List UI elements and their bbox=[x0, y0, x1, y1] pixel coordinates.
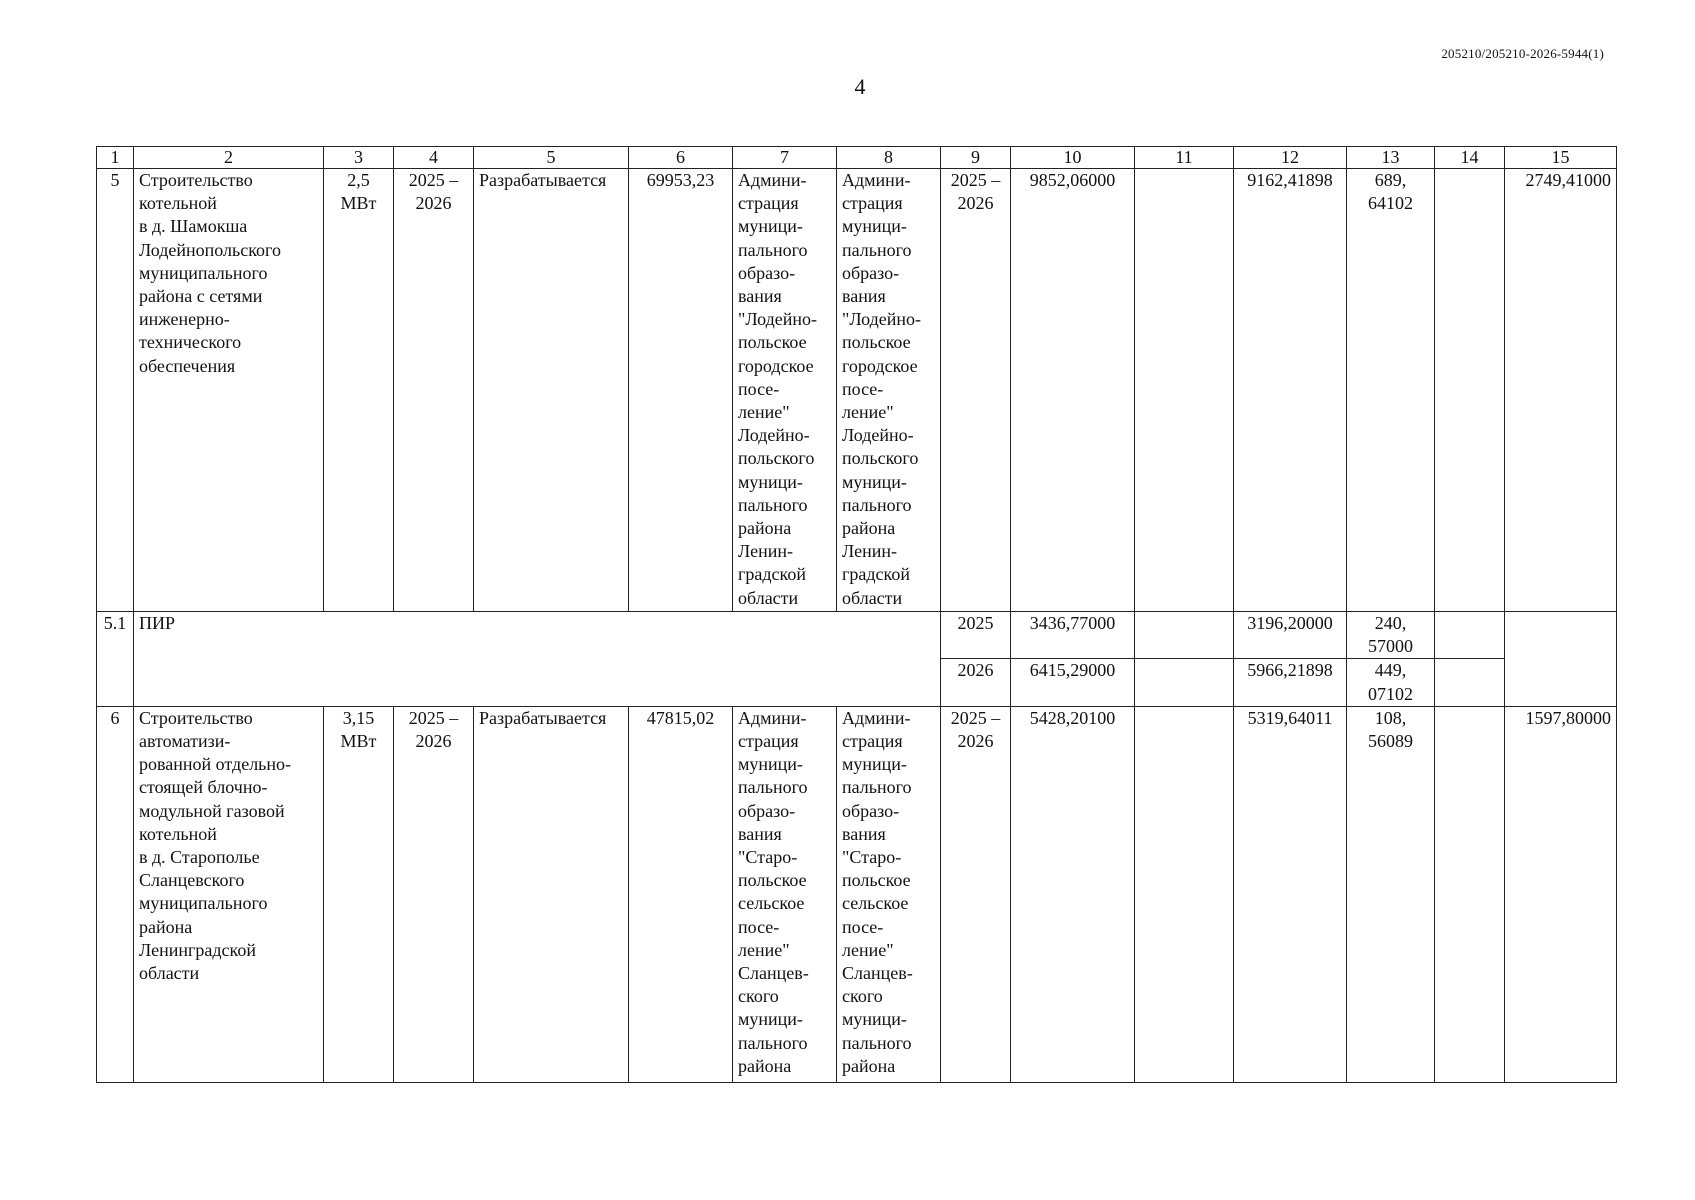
column-number-row bbox=[97, 147, 1617, 169]
table-row-5-1-2025 bbox=[97, 612, 1617, 659]
design-status: Разрабатывается bbox=[474, 169, 629, 612]
column-15-value: 2749,41000 bbox=[1505, 169, 1617, 612]
design-works-label: ПИР bbox=[134, 612, 941, 707]
text-line: котельной bbox=[139, 193, 217, 214]
text-line: пального bbox=[842, 239, 912, 260]
text-line: Лодейно- bbox=[842, 425, 914, 446]
text-line: 2,5 bbox=[347, 170, 370, 190]
text-line: посе- bbox=[738, 378, 780, 399]
text-line: польского bbox=[738, 448, 815, 469]
text-line: градской bbox=[738, 564, 806, 585]
design-status: Разрабатывается bbox=[474, 706, 629, 1082]
text-line: 2025 – bbox=[408, 707, 459, 728]
column-number: 1 bbox=[97, 147, 134, 169]
column-number: 2 bbox=[134, 147, 324, 169]
text-line: Сланцев- bbox=[738, 963, 809, 984]
text-line: района bbox=[738, 518, 792, 539]
column-11-value bbox=[1135, 169, 1234, 612]
text-line: 449, bbox=[1374, 660, 1407, 681]
text-line: района с сетями bbox=[139, 286, 263, 307]
column-number: 8 bbox=[837, 147, 941, 169]
capacity bbox=[324, 706, 394, 1082]
text-line: Ленин- bbox=[842, 541, 897, 562]
text-line: 64102 bbox=[1368, 193, 1413, 214]
text-line: Строительство bbox=[139, 170, 253, 190]
text-line: 2026 bbox=[957, 193, 994, 214]
text-line: пального bbox=[738, 777, 808, 798]
text-line: Ленинградской bbox=[139, 939, 256, 960]
local-funding bbox=[1347, 169, 1435, 612]
text-line: городское bbox=[842, 355, 918, 376]
column-number: 12 bbox=[1234, 147, 1347, 169]
text-line: 240, bbox=[1374, 613, 1407, 633]
text-line: района bbox=[139, 916, 193, 937]
text-line: польского bbox=[842, 448, 919, 469]
text-line: 689, bbox=[1374, 170, 1407, 190]
developer bbox=[837, 706, 941, 1082]
column-15-value: 1597,80000 bbox=[1505, 706, 1617, 1082]
text-line: Сланцев- bbox=[842, 963, 913, 984]
text-line: района bbox=[738, 1055, 792, 1076]
text-line: стоящей блочно- bbox=[139, 777, 268, 798]
text-line: ского bbox=[738, 986, 779, 1007]
table-row-5 bbox=[97, 169, 1617, 612]
text-line: "Лодейно- bbox=[842, 309, 921, 330]
column-14-value bbox=[1435, 659, 1505, 706]
text-line: вания bbox=[842, 823, 886, 844]
text-line: в д. Старополье bbox=[139, 847, 260, 868]
regional-funding: 9162,41898 bbox=[1234, 169, 1347, 612]
text-line: ление" bbox=[738, 402, 790, 423]
text-line: 07102 bbox=[1368, 683, 1413, 704]
text-line: ление" bbox=[738, 939, 790, 960]
total-funding: 5428,20100 bbox=[1011, 706, 1135, 1082]
text-line: муници- bbox=[738, 216, 803, 237]
text-line: польское bbox=[738, 870, 807, 891]
text-line: автоматизи- bbox=[139, 731, 231, 752]
text-line: градской bbox=[842, 564, 910, 585]
project-table bbox=[96, 146, 1617, 1083]
column-11-value bbox=[1135, 612, 1234, 659]
column-number: 7 bbox=[733, 147, 837, 169]
developer bbox=[837, 169, 941, 612]
column-number: 4 bbox=[394, 147, 474, 169]
text-line: Лодейнопольского bbox=[139, 239, 281, 260]
row-number: 5.1 bbox=[97, 612, 134, 707]
text-line: пального bbox=[842, 1032, 912, 1053]
text-line: страция bbox=[738, 731, 799, 752]
column-number: 10 bbox=[1011, 147, 1135, 169]
local-funding bbox=[1347, 706, 1435, 1082]
text-line: Админи- bbox=[842, 170, 911, 190]
text-line: Строительство bbox=[139, 707, 253, 728]
text-line: инженерно- bbox=[139, 309, 230, 330]
total-funding: 6415,29000 bbox=[1011, 659, 1135, 706]
text-line: пального bbox=[842, 777, 912, 798]
total-funding: 3436,77000 bbox=[1011, 612, 1135, 659]
text-line: образо- bbox=[842, 800, 900, 821]
text-line: МВт bbox=[340, 193, 377, 214]
text-line: польское bbox=[842, 870, 911, 891]
text-line: области bbox=[842, 587, 903, 608]
text-line: 2026 bbox=[415, 731, 452, 752]
text-line: сельское bbox=[842, 893, 909, 914]
text-line: 2025 – bbox=[950, 170, 1001, 190]
funding-year: 2026 bbox=[941, 659, 1011, 706]
text-line: 108, bbox=[1374, 707, 1407, 728]
total-funding: 9852,06000 bbox=[1011, 169, 1135, 612]
text-line: образо- bbox=[842, 262, 900, 283]
text-line: 2026 bbox=[415, 193, 452, 214]
column-number: 15 bbox=[1505, 147, 1617, 169]
text-line: муници- bbox=[738, 754, 803, 775]
text-line: польское bbox=[842, 332, 911, 353]
funding-years bbox=[941, 169, 1011, 612]
text-line: рованной отдельно- bbox=[139, 754, 292, 775]
text-line: посе- bbox=[738, 916, 780, 937]
text-line: пального bbox=[738, 239, 808, 260]
text-line: котельной bbox=[139, 823, 217, 844]
text-line: модульной газовой bbox=[139, 800, 285, 821]
text-line: Админи- bbox=[842, 707, 911, 728]
text-line: муници- bbox=[842, 754, 907, 775]
text-line: сельское bbox=[738, 893, 805, 914]
customer bbox=[733, 706, 837, 1082]
text-line: страция bbox=[842, 731, 903, 752]
text-line: ление" bbox=[842, 939, 894, 960]
funding-years bbox=[941, 706, 1011, 1082]
local-funding bbox=[1347, 612, 1435, 659]
object-name bbox=[134, 169, 324, 612]
text-line: вания bbox=[738, 823, 782, 844]
object-name bbox=[134, 706, 324, 1082]
text-line: области bbox=[738, 587, 799, 608]
text-line: 2026 bbox=[957, 731, 994, 752]
estimated-cost: 69953,23 bbox=[629, 169, 733, 612]
text-line: МВт bbox=[340, 731, 377, 752]
text-line: 2025 – bbox=[950, 707, 1001, 728]
row-number: 5 bbox=[97, 169, 134, 612]
text-line: "Старо- bbox=[842, 847, 902, 868]
text-line: Админи- bbox=[738, 170, 807, 190]
text-line: пального bbox=[738, 494, 808, 515]
text-line: Лодейно- bbox=[738, 425, 810, 446]
text-line: 2025 – bbox=[408, 170, 459, 190]
regional-funding: 3196,20000 bbox=[1234, 612, 1347, 659]
text-line: муници- bbox=[842, 471, 907, 492]
local-funding bbox=[1347, 659, 1435, 706]
text-line: муници- bbox=[738, 1009, 803, 1030]
text-line: области bbox=[139, 963, 200, 984]
text-line: посе- bbox=[842, 916, 884, 937]
text-line: ского bbox=[842, 986, 883, 1007]
text-line: в д. Шамокша bbox=[139, 216, 248, 237]
text-line: страция bbox=[738, 193, 799, 214]
text-line: страция bbox=[842, 193, 903, 214]
column-number: 14 bbox=[1435, 147, 1505, 169]
column-number: 6 bbox=[629, 147, 733, 169]
construction-period bbox=[394, 706, 474, 1082]
text-line: посе- bbox=[842, 378, 884, 399]
text-line: "Лодейно- bbox=[738, 309, 817, 330]
text-line: муниципального bbox=[139, 893, 268, 914]
text-line: "Старо- bbox=[738, 847, 798, 868]
text-line: муници- bbox=[842, 216, 907, 237]
text-line: пального bbox=[842, 494, 912, 515]
text-line: района bbox=[842, 1055, 896, 1076]
column-11-value bbox=[1135, 659, 1234, 706]
regional-funding: 5319,64011 bbox=[1234, 706, 1347, 1082]
text-line: 57000 bbox=[1368, 636, 1413, 657]
text-line: польское bbox=[738, 332, 807, 353]
text-line: района bbox=[842, 518, 896, 539]
customer bbox=[733, 169, 837, 612]
text-line: Ленин- bbox=[738, 541, 793, 562]
document-id: 205210/205210-2026-5944(1) bbox=[1441, 46, 1604, 61]
text-line: городское bbox=[738, 355, 814, 376]
text-line: обеспечения bbox=[139, 355, 236, 376]
page-number: 4 bbox=[854, 74, 866, 99]
text-line: технического bbox=[139, 332, 242, 353]
text-line: ление" bbox=[842, 402, 894, 423]
text-line: образо- bbox=[738, 262, 796, 283]
text-line: образо- bbox=[738, 800, 796, 821]
construction-period bbox=[394, 169, 474, 612]
text-line: 3,15 bbox=[342, 707, 375, 728]
text-line: муниципального bbox=[139, 262, 268, 283]
column-11-value bbox=[1135, 706, 1234, 1082]
text-line: Админи- bbox=[738, 707, 807, 728]
column-number: 11 bbox=[1135, 147, 1234, 169]
estimated-cost: 47815,02 bbox=[629, 706, 733, 1082]
column-number: 5 bbox=[474, 147, 629, 169]
column-15-value bbox=[1505, 612, 1617, 707]
text-line: муници- bbox=[738, 471, 803, 492]
table-row-6 bbox=[97, 706, 1617, 1082]
column-number: 3 bbox=[324, 147, 394, 169]
text-line: муници- bbox=[842, 1009, 907, 1030]
column-number: 13 bbox=[1347, 147, 1435, 169]
regional-funding: 5966,21898 bbox=[1234, 659, 1347, 706]
column-14-value bbox=[1435, 612, 1505, 659]
capacity bbox=[324, 169, 394, 612]
column-14-value bbox=[1435, 169, 1505, 612]
row-number: 6 bbox=[97, 706, 134, 1082]
text-line: вания bbox=[842, 286, 886, 307]
text-line: 56089 bbox=[1368, 731, 1413, 752]
funding-year: 2025 bbox=[941, 612, 1011, 659]
column-14-value bbox=[1435, 706, 1505, 1082]
column-number: 9 bbox=[941, 147, 1011, 169]
text-line: вания bbox=[738, 286, 782, 307]
text-line: пального bbox=[738, 1032, 808, 1053]
text-line: Сланцевского bbox=[139, 870, 245, 891]
